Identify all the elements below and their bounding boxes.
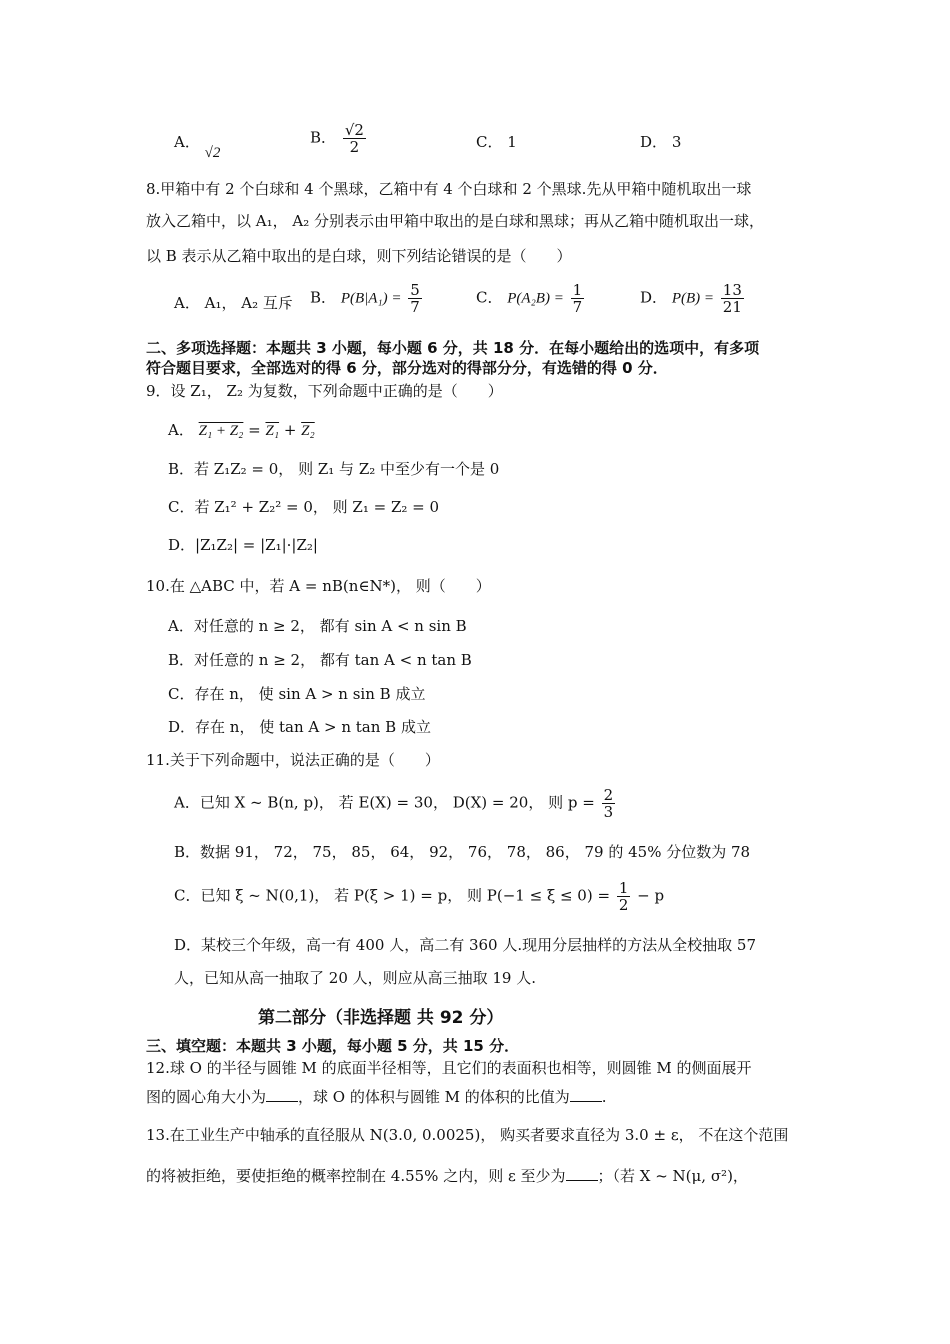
- q13-line2: 的将被拒绝，要使拒绝的概率控制在 4.55% 之内，则 ε 至少为 ；（若 X ~ N(μ, σ²)，: [146, 1167, 748, 1185]
- q11-option-a: A．已知 X ~ B(n, p)， 若 E(X) = 30， D(X) = 20， 则 p = $\frac{2}{3}$: [174, 786, 614, 821]
- q7-option-c: C． 1: [476, 133, 517, 151]
- q8-option-d: D． P(B) = $\frac{13}{21}$: [640, 281, 742, 316]
- q12-blank-1[interactable]: [266, 1087, 298, 1102]
- q12-line2: 图的圆心角大小为 ，球 O 的体积与圆锥 M 的体积的比值为 .: [146, 1088, 607, 1106]
- q9-option-a: A． Z₁ + Z₂ = Z₁ + Z₂: [168, 421, 315, 439]
- q9-option-d: D．|Z₁Z₂| = |Z₁|·|Z₂|: [168, 536, 318, 554]
- q9-option-c: C．若 Z₁² + Z₂² = 0， 则 Z₁ = Z₂ = 0: [168, 498, 440, 516]
- q8-stem-line2: 放入乙箱中，以 A₁， A₂ 分别表示由甲箱中取出的是白球和黑球；再从乙箱中随机取出一球，: [146, 212, 764, 230]
- q10-option-c: C．存在 n， 使 sin A > n sin B 成立: [168, 685, 426, 703]
- q11-option-c: C．已知 ξ ~ N(0,1)， 若 P(ξ > 1) = p， 则 P(−1 ≤ ξ ≤ 0) = $\frac{1}{2}$ − p: [174, 879, 665, 914]
- q13-blank[interactable]: [566, 1166, 598, 1181]
- q10-option-a: A．对任意的 n ≥ 2， 都有 sin A < n sin B: [168, 617, 467, 635]
- q11-option-b: B．数据 91， 72， 75， 85， 64， 92， 76， 78， 86， 79 的 45% 分位数为 78: [174, 843, 751, 861]
- q11-stem: 11.关于下列命题中，说法正确的是（ ）: [146, 751, 440, 769]
- q12-blank-2[interactable]: [570, 1087, 602, 1102]
- q10-option-b: B．对任意的 n ≥ 2， 都有 tan A < n tan B: [168, 651, 472, 669]
- q8-stem-line1: 8.甲箱中有 2 个白球和 4 个黑球，乙箱中有 4 个白球和 2 个黑球.先从甲箱中随机取出一球: [146, 180, 752, 198]
- q11-option-d-line1: D．某校三个年级，高一有 400 人，高二有 360 人.现用分层抽样的方法从全校抽取 57: [174, 936, 756, 954]
- q7-option-b: B． $\frac{√2}{2}$: [310, 121, 364, 156]
- section2-heading-line2: 符合题目要求，全部选对的得 6 分，部分选对的得部分分，有选错的得 0 分．: [146, 359, 668, 377]
- q8-option-c: C． P(A₂B) = $\frac{1}{7}$: [476, 281, 583, 316]
- q13-line1: 13.在工业生产中轴承的直径服从 N(3.0, 0.0025)， 购买者要求直径为 3.0 ± ε， 不在这个范围: [146, 1126, 789, 1144]
- part2-title: 第二部分（非选择题 共 92 分）: [258, 1008, 504, 1028]
- q11-option-d-line2: 人，已知从高一抽取了 20 人，则应从高三抽取 19 人.: [174, 969, 537, 987]
- section2-heading-line1: 二、多项选择题：本题共 3 小题，每小题 6 分，共 18 分．在每小题给出的选项中，有多项: [146, 339, 760, 357]
- q10-option-d: D．存在 n， 使 tan A > n tan B 成立: [168, 718, 431, 736]
- q9-stem: 9．设 Z₁， Z₂ 为复数，下列命题中正确的是（ ）: [146, 382, 503, 400]
- q8-stem-line3: 以 B 表示从乙箱中取出的是白球，则下列结论错误的是（ ）: [146, 247, 572, 265]
- q9-option-b: B．若 Z₁Z₂ = 0， 则 Z₁ 与 Z₂ 中至少有一个是 0: [168, 460, 500, 478]
- q8-option-b: B． P(B|A₁) = $\frac{5}{7}$: [310, 281, 420, 316]
- q8-option-a: A． A₁， A₂ 互斥: [174, 294, 293, 312]
- q7-option-d: D． 3: [640, 133, 682, 151]
- q7-option-a: A． √2: [174, 133, 221, 161]
- section3-heading: 三、填空题：本题共 3 小题，每小题 5 分，共 15 分．: [146, 1037, 520, 1055]
- q10-stem: 10.在 △ABC 中，若 A = nB(n∈N*)， 则（ ）: [146, 577, 491, 595]
- q12-line1: 12.球 O 的半径与圆锥 M 的底面半径相等，且它们的表面积也相等，则圆锥 M 的侧面展开: [146, 1059, 752, 1077]
